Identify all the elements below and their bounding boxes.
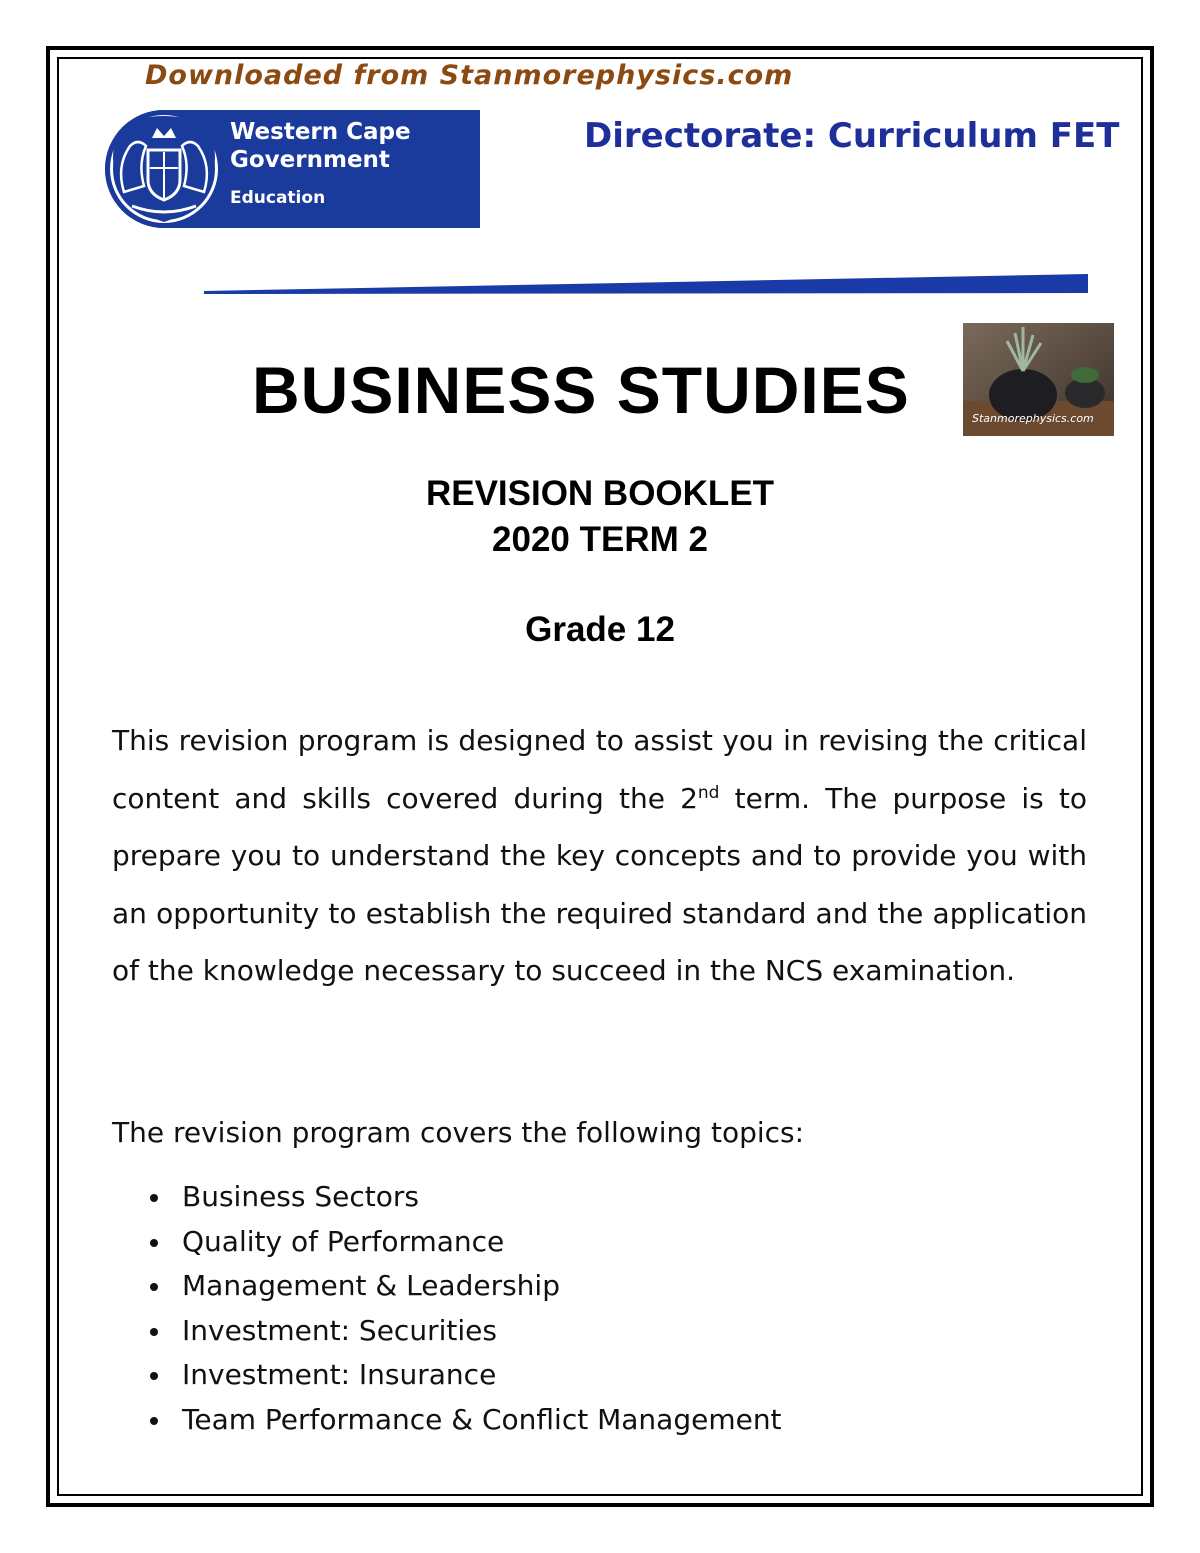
list-item: Business Sectors: [150, 1175, 782, 1220]
document-title: BUSINESS STUDIES: [252, 353, 910, 427]
topics-list: [150, 1175, 782, 1442]
term-heading: 2020 TERM 2: [492, 520, 708, 559]
logo-text-western-cape: Western Cape: [230, 119, 411, 145]
list-item: Management & Leadership: [150, 1264, 782, 1309]
list-item: Team Performance & Conflict Management: [150, 1398, 782, 1443]
revision-booklet-heading: REVISION BOOKLET: [425, 474, 775, 513]
logo-text-education: Education: [230, 188, 326, 208]
western-cape-government-logo: [102, 110, 480, 228]
list-item: Investment: Securities: [150, 1309, 782, 1354]
decorative-blue-bar: [204, 272, 1090, 296]
grade-heading: Grade 12: [525, 610, 675, 649]
logo-text-government: Government: [230, 147, 390, 173]
bullet-icon: [150, 1372, 158, 1380]
intro-text-part1: This revision program is designed to assist you in revising the critical content and skills covered during the 2: [112, 724, 1087, 815]
list-item: Quality of Performance: [150, 1220, 782, 1265]
ordinal-superscript: nd: [697, 782, 720, 803]
intro-text-part2: term. The purpose is to prepare you to understand the key concepts and to provide you with an opportunity to establish the required standard and the application of the knowledge necessary to succeed in the NCS examination.: [112, 781, 1087, 987]
bullet-icon: [150, 1194, 158, 1202]
bullet-icon: [150, 1417, 158, 1425]
photo-caption: Stanmorephysics.com: [972, 412, 1094, 425]
bullet-icon: [150, 1328, 158, 1336]
list-item: Investment: Insurance: [150, 1353, 782, 1398]
bullet-icon: [150, 1283, 158, 1291]
bullet-icon: [150, 1239, 158, 1247]
intro-paragraph: [112, 712, 1087, 1000]
directorate-heading: Directorate: Curriculum FET: [584, 116, 1120, 156]
topics-intro: The revision program covers the following topics:: [112, 1116, 805, 1149]
download-watermark: Downloaded from Stanmorephysics.com: [145, 60, 794, 91]
